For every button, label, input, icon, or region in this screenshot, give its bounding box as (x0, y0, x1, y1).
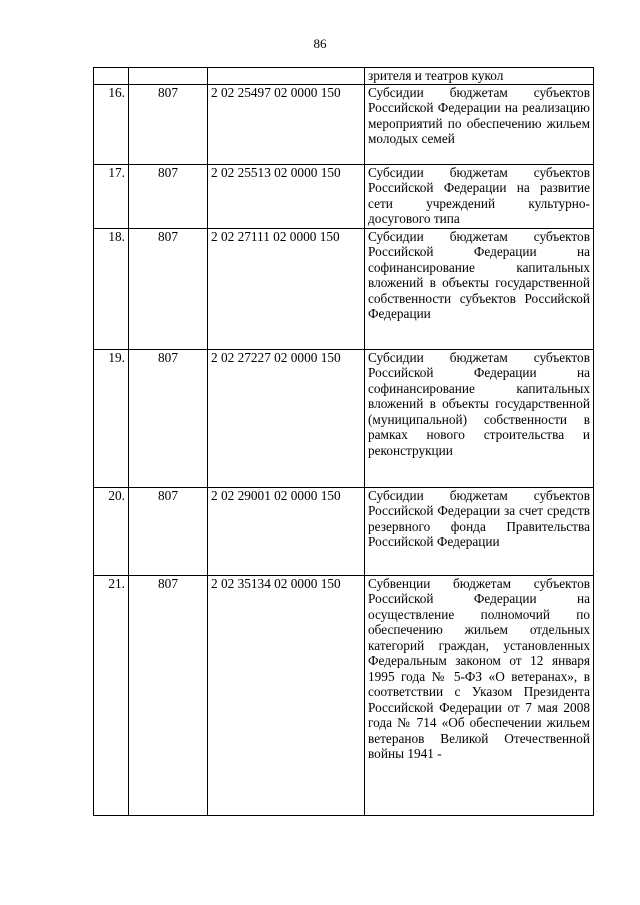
page-number: 86 (313, 36, 327, 51)
table-row (94, 164, 594, 228)
row-number-cell (94, 68, 129, 85)
administrator-code-cell: 807 (129, 164, 208, 228)
administrator-code-cell (129, 68, 208, 85)
row-number-cell: 18. (94, 228, 129, 349)
budget-classification-code-cell (208, 68, 365, 85)
table-row (94, 84, 594, 164)
income-name-cell: Субвенции бюджетам субъектов Российской Федерации на осуществление полномочий по обеспечению жильем отдельных категорий граждан, установленных Федеральным законом от 12 января 1995 года № 5-ФЗ «О ветеранах», в соответствии с Указом Президента Российской Федерации от 7 мая 2008 года № 714 «Об обеспечении жильем ветеранов Великой Отечественной войны 1941 - (365, 575, 594, 815)
budget-classification-code-cell: 2 02 27111 02 0000 150 (208, 228, 365, 349)
row-number-cell: 20. (94, 487, 129, 575)
administrator-code-cell: 807 (129, 487, 208, 575)
row-number-cell: 19. (94, 349, 129, 487)
budget-classification-code-cell: 2 02 35134 02 0000 150 (208, 575, 365, 815)
row-number-cell: 16. (94, 84, 129, 164)
budget-classification-code-cell: 2 02 27227 02 0000 150 (208, 349, 365, 487)
administrator-code-cell: 807 (129, 575, 208, 815)
table-row (94, 575, 594, 815)
row-number-cell: 21. (94, 575, 129, 815)
administrator-code-cell: 807 (129, 228, 208, 349)
table-row (94, 68, 594, 85)
budget-income-table (93, 67, 594, 816)
budget-classification-code-cell: 2 02 25513 02 0000 150 (208, 164, 365, 228)
administrator-code-cell: 807 (129, 349, 208, 487)
row-number-cell: 17. (94, 164, 129, 228)
income-name-cell: Субсидии бюджетам субъектов Российской Федерации на развитие сети учреждений культурно-досугового типа (365, 164, 594, 228)
administrator-code-cell: 807 (129, 84, 208, 164)
income-name-cell: Субсидии бюджетам субъектов Российской Федерации на реализацию мероприятий по обеспечению жильем молодых семей (365, 84, 594, 164)
table-row (94, 349, 594, 487)
income-name-cell: Субсидии бюджетам субъектов Российской Федерации на софинансирование капитальных вложений в объекты государственной собственности субъектов Российской Федерации (365, 228, 594, 349)
table-row (94, 487, 594, 575)
budget-classification-code-cell: 2 02 25497 02 0000 150 (208, 84, 365, 164)
budget-classification-code-cell: 2 02 29001 02 0000 150 (208, 487, 365, 575)
table-row (94, 228, 594, 349)
income-name-cell: Субсидии бюджетам субъектов Российской Федерации на софинансирование капитальных вложений в объекты государственной (муниципальной) собственности в рамках нового строительства и реконструкции (365, 349, 594, 487)
income-name-cell: зрителя и театров кукол (365, 68, 594, 85)
income-name-cell: Субсидии бюджетам субъектов Российской Федерации за счет средств резервного фонда Правительства Российской Федерации (365, 487, 594, 575)
